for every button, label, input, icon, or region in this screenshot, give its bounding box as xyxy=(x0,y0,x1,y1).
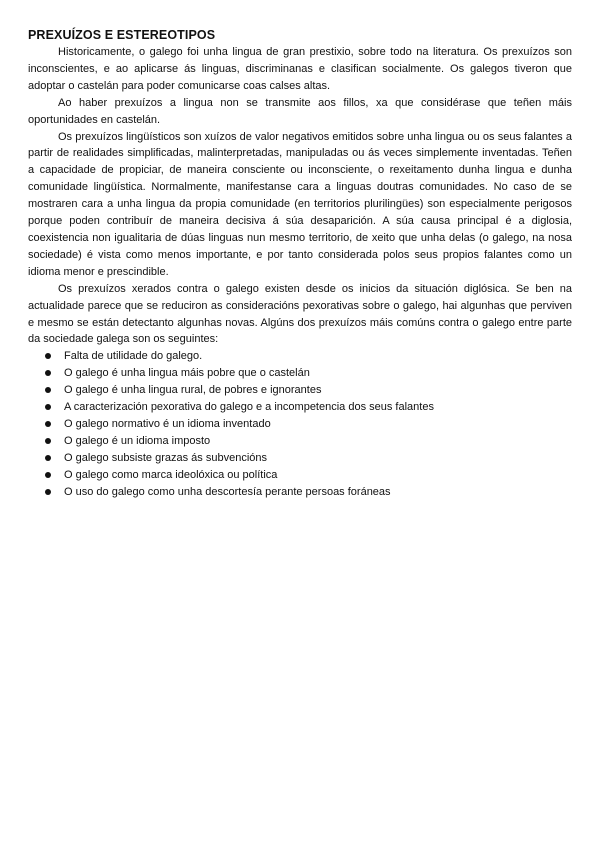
list-item-text: Falta de utilidade do galego. xyxy=(64,350,203,363)
list-item-text: A caracterización pexorativa do galego e a incompetencia dos seus falantes xyxy=(64,401,434,414)
list-item xyxy=(28,348,572,365)
bullet-icon xyxy=(45,387,51,393)
list-item xyxy=(28,365,572,382)
prejudice-list xyxy=(28,348,572,500)
page-title: PREXUÍZOS E ESTEREOTIPOS xyxy=(28,28,216,42)
bullet-icon xyxy=(45,353,51,359)
list-item xyxy=(28,382,572,399)
list-item-text: O uso do galego como unha descortesía perante persoas foráneas xyxy=(64,485,391,498)
bullet-icon xyxy=(45,455,51,461)
list-item xyxy=(28,433,572,450)
paragraph-definition: Os prexuízos lingüísticos son xuízos de valor negativos emitidos sobre unha lingua ou os seus falantes a partir de realidades simplificadas, malinterpretadas, manipuladas ou ás veces simplemente inventadas. Teñen a capacidade de propiciar, de maneira consciente ou inconsciente, o rexeitamento dunha lingua e dunha comunidade lingüística. Normalmente, manifestanse cara a linguas doutras comunidades. No caso de se mostraren cara a unha lingua da propia comunidade (en territorios plurilingües) son especialmente perigosos porque poden contribuír de maneira decisiva á súa desaparición. A súa causa principal é a diglosia, coexistencia non igualitaria de dúas linguas nun mesmo territorio, de xeito que unha delas (o galego, na nosa sociedade) é vista como menos importante, e por tanto considerada polos seus propios falantes como un idioma menor e prescindible. xyxy=(28,130,572,278)
bullet-icon xyxy=(45,472,51,478)
paragraph-common-prejudices: Os prexuízos xerados contra o galego existen desde os inicios da situación diglósica. Se ben na actualidade parece que se reduciron as consideracións pexorativas sobre o galego, hai algunhas que perviven e mesmo se están detectanto algunhas novas. Algúns dos prexuízos máis comúns contra o galego entre parte da sociedade galega son os seguintes: xyxy=(28,282,572,346)
bullet-icon xyxy=(45,370,51,376)
list-item-text: O galego normativo é un idioma inventado xyxy=(64,417,271,430)
list-item xyxy=(28,467,572,484)
bullet-icon xyxy=(45,421,51,427)
list-item-text: O galego é unha lingua máis pobre que o castelán xyxy=(64,367,310,380)
bullet-icon xyxy=(45,438,51,444)
document-page xyxy=(28,28,572,500)
list-item xyxy=(28,450,572,467)
paragraph-transmission: Ao haber prexuízos a lingua non se transmite aos fillos, xa que considérase que teñen máis oportunidades en castelán. xyxy=(28,96,572,126)
list-item-text: O galego é un idioma imposto xyxy=(64,434,211,447)
list-item-text: O galego subsiste grazas ás subvencións xyxy=(64,451,268,464)
list-item-text: O galego é unha lingua rural, de pobres e ignorantes xyxy=(64,384,322,397)
list-item-text: O galego como marca ideolóxica ou política xyxy=(64,468,278,481)
list-item xyxy=(28,416,572,433)
list-item xyxy=(28,399,572,416)
bullet-icon xyxy=(45,404,51,410)
list-item xyxy=(28,484,572,501)
paragraph-history: Historicamente, o galego foi unha lingua de gran prestixio, sobre todo na literatura. Os prexuízos son inconscientes, e ao aplicarse ás linguas, discriminanas e clasifican socialmente. Os galegos tiveron que adoptar o castelán para poder comunicarse coas calses altas. xyxy=(28,46,572,92)
bullet-icon xyxy=(45,489,51,495)
